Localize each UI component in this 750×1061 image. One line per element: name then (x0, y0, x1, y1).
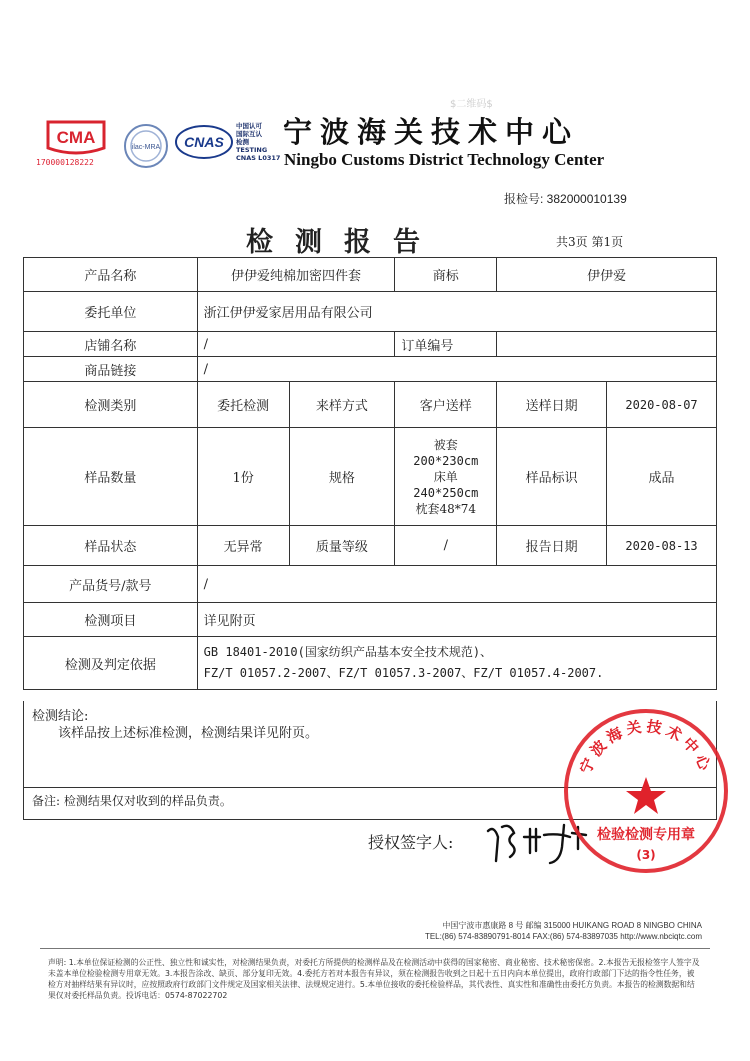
cell-label: 产品名称 (24, 258, 198, 292)
cell-label: 样品数量 (24, 428, 198, 526)
table-row (24, 332, 717, 357)
cell-label: 产品货号/款号 (24, 566, 198, 603)
footer-contact: TEL:(86) 574-83890791-8014 FAX:(86) 574-83897035 http://www.nbciqtc.com (424, 932, 702, 941)
cnas-logo (174, 122, 234, 162)
cnas-caption (236, 122, 280, 162)
spec-line: 200*230cm (413, 453, 479, 468)
order-number (497, 332, 717, 357)
cell-label: 来样方式 (289, 382, 395, 428)
spec-line: 床单 (433, 469, 458, 484)
official-seal (562, 707, 730, 875)
table-row (24, 526, 717, 566)
cell-label: 规格 (289, 428, 395, 526)
cnas-caption-line: 中国认可 (236, 122, 262, 130)
test-basis (197, 637, 716, 690)
cell-label: 报告日期 (497, 526, 607, 566)
quantity: 1份 (197, 428, 289, 526)
table-row (24, 637, 717, 690)
table-row (24, 428, 717, 526)
cnas-logo-text: CNAS (184, 134, 224, 150)
cell-label: 检测项目 (24, 603, 198, 637)
spec (395, 428, 497, 526)
table-row (24, 292, 717, 332)
table-row (24, 603, 717, 637)
conclusion-text: 该样品按上述标准检测，检测结果详见附页。 (58, 726, 319, 741)
test-items: 详见附页 (197, 603, 716, 637)
seal-number-text: (3) (636, 848, 656, 862)
signer-label: 授权签字人: (368, 833, 454, 852)
cell-label: 样品状态 (24, 526, 198, 566)
conclusion-label: 检测结论: (32, 709, 89, 724)
product-name: 伊伊爱纯棉加密四件套 (197, 258, 395, 292)
cell-label: 订单编号 (395, 332, 497, 357)
report-date: 2020-08-13 (607, 526, 717, 566)
sampling: 客户送样 (395, 382, 497, 428)
ilac-logo-text: ilac-MRA (131, 144, 161, 151)
report-number: 报检号: 382000010139 (504, 192, 627, 206)
cma-logo (44, 118, 108, 158)
sample-mark: 成品 (607, 428, 717, 526)
ilac-mra-logo (122, 122, 170, 170)
seal-purpose-text: 检验检测专用章 (597, 827, 695, 843)
disclaimer: 声明: 1.本单位保证检测的公正性、独立性和诚实性，对检测结果负责，对委托方所提供的检测样品及在检测活动中获得的国家秘密、商业秘密、技术秘密保密。2.本报告无报检签字人签字及未盖本单位检验检测专用章无效。3.本报告涂改、缺页、部分复印无效。4.委托方若对本报告有异议，须在检测报告收到之日起十五日内向本单位提出，政府行政部门下达的指令性任务，被检方对抽样结果有异议时，应按照政府行政部门文件规定及国家相关法律、法规规定进行。5.本单位接收的委托检验样品，其代表性、真实性和准确性由委托方负责。本报告的检测数据和结果仅对委托样品负责。投诉电话：0574-87022702 (48, 958, 700, 1000)
cell-label: 样品标识 (497, 428, 607, 526)
cell-label: 质量等级 (289, 526, 395, 566)
cell-label: 商标 (395, 258, 497, 292)
divider (40, 948, 710, 949)
cell-label: 检测及判定依据 (24, 637, 198, 690)
cell-label: 商品链接 (24, 357, 198, 382)
org-title-cn: 宁波海关技术中心 (283, 115, 580, 149)
cnas-caption-line: 国际互认 (236, 130, 262, 138)
report-title: 检测报告 (246, 227, 442, 258)
table-row (24, 566, 717, 603)
cma-logo-text: CMA (56, 128, 96, 147)
cnas-caption-line: TESTING (236, 146, 268, 154)
product-link: / (197, 357, 716, 382)
basis-line: FZ/T 01057.2-2007、FZ/T 01057.3-2007、FZ/T 01057.4-2007. (203, 666, 604, 680)
basis-line: GB 18401-2010(国家纺织产品基本安全技术规范)、 (203, 645, 493, 659)
cnas-caption-line: CNAS L0317 (236, 154, 281, 162)
spec-line: 枕套48*74 (415, 501, 477, 516)
spec-line: 240*250cm (413, 485, 479, 500)
sample-state: 无异常 (197, 526, 289, 566)
test-type: 委托检测 (197, 382, 289, 428)
client: 浙江伊伊爱家居用品有限公司 (197, 292, 716, 332)
remark: 备注: 检测结果仅对收到的样品负责。 (32, 794, 232, 808)
table-row (24, 382, 717, 428)
delivery-date: 2020-08-07 (607, 382, 717, 428)
qr-placeholder-watermark: $二维码$ (450, 99, 493, 110)
shop: / (197, 332, 395, 357)
table-row (24, 357, 717, 382)
brand: 伊伊爱 (497, 258, 717, 292)
seal-org-text: 宁波海关技术中心 (576, 717, 716, 777)
footer-address: 中国宁波市惠康路 8 号 邮编 315000 HUIKANG ROAD 8 NINGBO CHINA (442, 921, 702, 930)
spec-line: 被套 (433, 437, 458, 452)
cell-label: 送样日期 (497, 382, 607, 428)
table-row (24, 258, 717, 292)
cnas-caption-line: 检测 (236, 138, 249, 146)
org-title-en: Ningbo Customs District Technology Center (284, 150, 605, 169)
quality-grade: / (395, 526, 497, 566)
item-number: / (197, 566, 716, 603)
page-info: 共3页 第1页 (556, 235, 624, 249)
cell-label: 检测类别 (24, 382, 198, 428)
cma-number: 170000128222 (36, 158, 94, 167)
report-table (23, 257, 717, 690)
cell-label: 委托单位 (24, 292, 198, 332)
cell-label: 店铺名称 (24, 332, 198, 357)
